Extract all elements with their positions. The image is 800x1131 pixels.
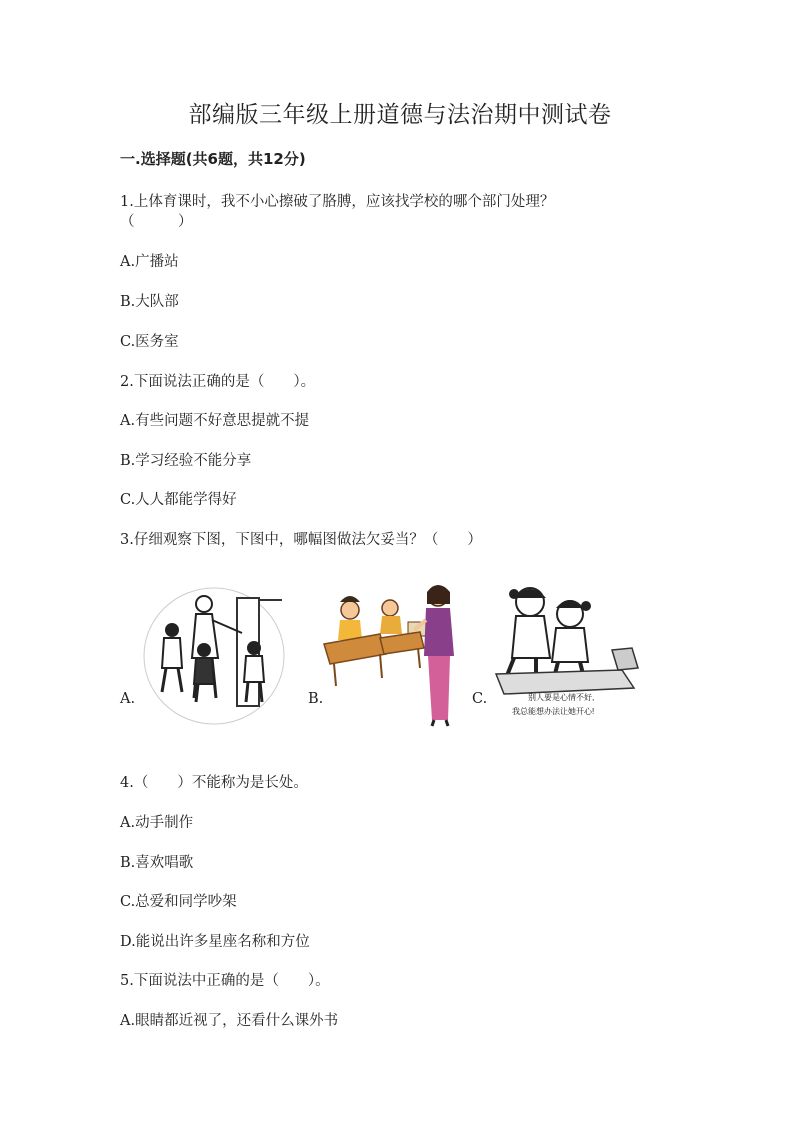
- q3-stem: 3.仔细观察下图，下图中，哪幅图做法欠妥当？（ ）: [120, 532, 482, 548]
- q4-stem: 4.（ ）不能称为是长处。: [120, 775, 308, 791]
- q3-caption-line2: 我总能想办法让她开心!: [512, 707, 595, 716]
- q2-option-c: C.人人都能学得好: [120, 492, 237, 508]
- q3-label-a: A.: [120, 691, 136, 707]
- section-heading: 一.选择题(共6题，共12分): [120, 150, 306, 168]
- q3-picture-b: [320, 578, 470, 730]
- q3-picture-c: [492, 578, 650, 730]
- q4-option-a: A.动手制作: [120, 815, 194, 831]
- q1-option-c: C.医务室: [120, 334, 179, 350]
- q1-stem: 1.上体育课时，我不小心擦破了胳膊，应该找学校的哪个部门处理？: [120, 194, 555, 210]
- q2-option-b: B.学习经验不能分享: [120, 453, 252, 469]
- q4-option-d: D.能说出许多星座名称和方位: [120, 934, 310, 950]
- q4-option-c: C.总爱和同学吵架: [120, 894, 237, 910]
- q4-option-b: B.喜欢唱歌: [120, 855, 194, 871]
- q3-caption-line1: 别人要是心情不好,: [528, 693, 595, 702]
- q2-option-a: A.有些问题不好意思提就不提: [120, 413, 310, 429]
- q1-option-b: B.大队部: [120, 294, 179, 310]
- q3-picture-a: [142, 578, 287, 728]
- q1-blank: （ ）: [120, 214, 193, 230]
- page-title: 部编版三年级上册道德与法治期中测试卷: [188, 102, 612, 128]
- q2-stem: 2.下面说法正确的是（ ）。: [120, 374, 316, 390]
- q5-option-a: A.眼睛都近视了，还看什么课外书: [120, 1013, 339, 1029]
- q3-label-b: B.: [308, 691, 324, 707]
- q5-stem: 5.下面说法中正确的是（ ）。: [120, 973, 330, 989]
- q3-figures: [120, 578, 650, 738]
- q1-option-a: A.广播站: [120, 254, 179, 270]
- q3-label-c: C.: [472, 691, 488, 707]
